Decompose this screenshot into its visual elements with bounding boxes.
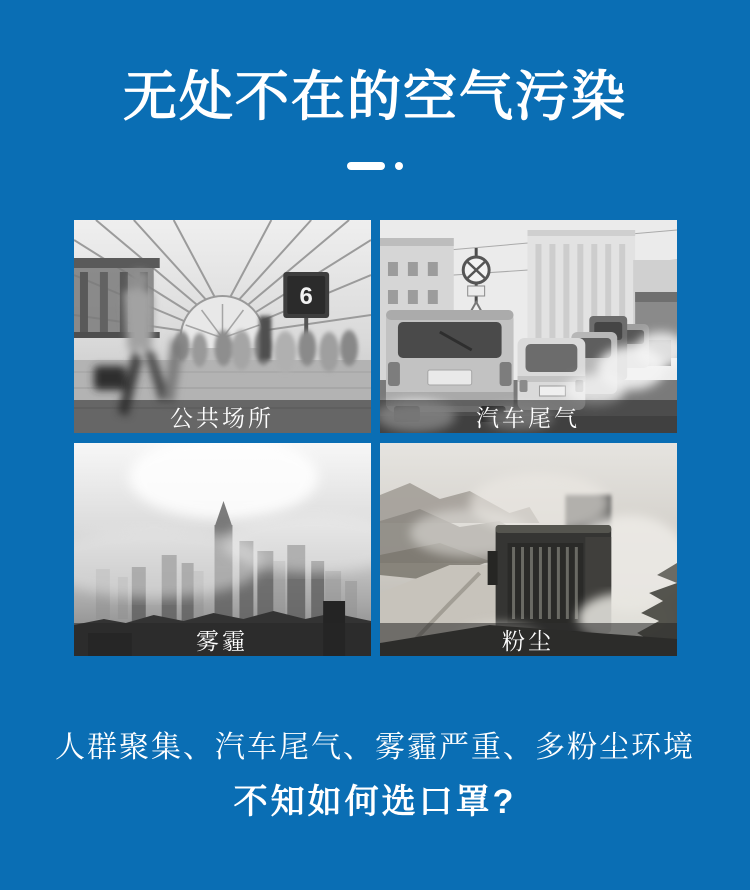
photo-caption-label: 公共场所 [170, 405, 274, 432]
photo-caption-label: 粉尘 [502, 628, 554, 655]
photo-grid [74, 220, 677, 656]
photo-caption [74, 400, 371, 433]
title-divider [0, 162, 750, 170]
photo-caption-label: 雾霾 [196, 628, 248, 655]
photo-card-dust [380, 443, 677, 656]
footer-line-1: 人群聚集、汽车尾气、雾霾严重、多粉尘环境 [55, 731, 695, 765]
photo-caption [380, 400, 677, 433]
photo-caption-label: 汽车尾气 [476, 405, 580, 432]
photo-caption [74, 623, 371, 656]
page-title: 无处不在的空气污染 [123, 67, 627, 127]
photo-caption [380, 623, 677, 656]
footer-text [0, 728, 750, 824]
dot-icon [395, 162, 403, 170]
footer-line-2: 不知如何选口罩? [233, 783, 517, 822]
platform-number: 6 [299, 283, 313, 311]
dash-icon [347, 162, 385, 170]
photo-card-public-place [74, 220, 371, 433]
photo-card-car-exhaust [380, 220, 677, 433]
photo-card-smog [74, 443, 371, 656]
